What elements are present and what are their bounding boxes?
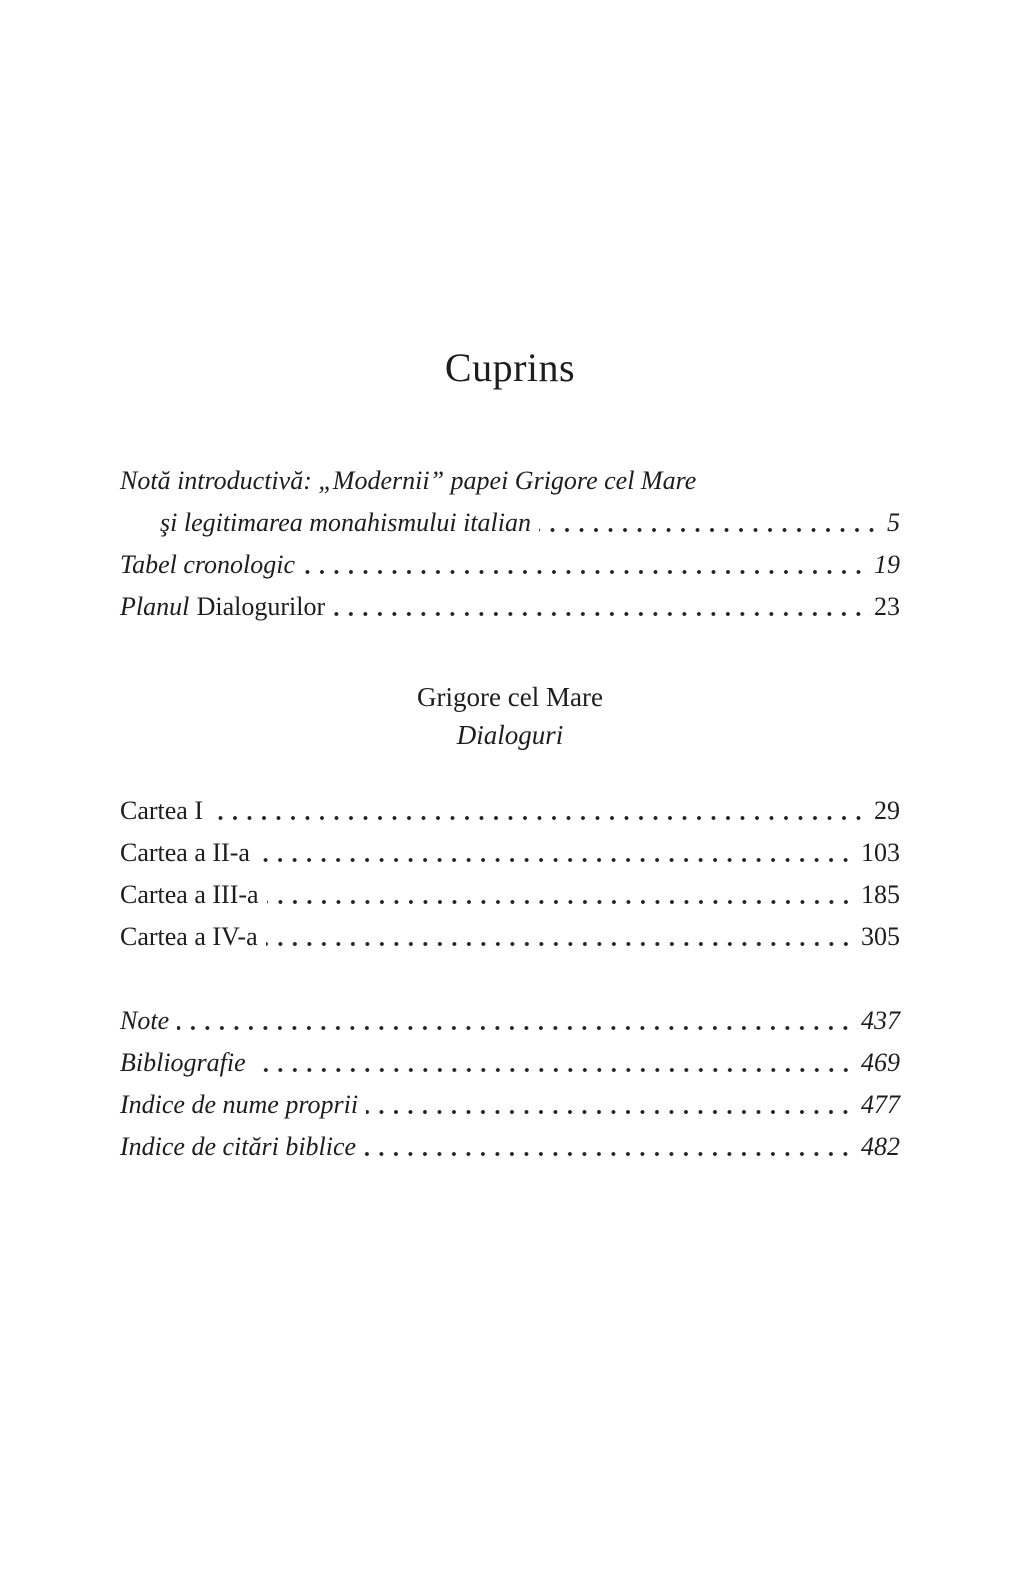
toc-entry-label: Cartea a III-a bbox=[120, 880, 259, 909]
toc-entry-page: 29 bbox=[874, 796, 900, 825]
toc-entry-label: Cartea a IV-a bbox=[120, 922, 258, 951]
toc-entry-label: Indice de nume proprii bbox=[120, 1090, 359, 1119]
dot-leader bbox=[333, 586, 871, 628]
toc-entry-back bbox=[120, 1000, 900, 1042]
toc-entry-back bbox=[120, 1042, 900, 1084]
toc-entry-book bbox=[120, 916, 900, 958]
toc-entry-back bbox=[120, 1084, 900, 1126]
toc-entry-book bbox=[120, 832, 900, 874]
toc-content bbox=[0, 345, 1024, 1168]
toc-entry-page: 477 bbox=[861, 1090, 900, 1119]
toc-entry-label-italic: Planul bbox=[120, 592, 190, 621]
back-matter-section bbox=[120, 1000, 900, 1168]
dot-leader bbox=[303, 544, 871, 586]
toc-entry-label: Cartea a II-a bbox=[120, 838, 250, 867]
toc-entry-label-roman: Dialogurilor bbox=[196, 592, 326, 621]
dot-leader bbox=[177, 1000, 858, 1042]
dot-leader bbox=[539, 502, 884, 544]
dot-leader bbox=[366, 1084, 858, 1126]
toc-entry-label bbox=[120, 586, 325, 628]
toc-entry-tabel bbox=[120, 544, 900, 586]
toc-entry-page: 19 bbox=[874, 550, 900, 579]
section-work-title: Dialoguri bbox=[456, 720, 564, 750]
books-section bbox=[120, 790, 900, 958]
toc-entry-label: şi legitimarea monahismului italian bbox=[160, 508, 531, 537]
toc-entry-page: 305 bbox=[861, 922, 900, 951]
dot-leader bbox=[266, 916, 858, 958]
toc-entry-page: 103 bbox=[861, 838, 900, 867]
toc-entry-nota-line2 bbox=[120, 502, 900, 544]
toc-entry-page: 482 bbox=[861, 1132, 900, 1161]
dot-leader bbox=[267, 874, 858, 916]
dot-leader bbox=[364, 1126, 858, 1168]
toc-entry-label: Tabel cronologic bbox=[120, 550, 296, 579]
toc-entry-page: 185 bbox=[861, 880, 900, 909]
toc-entry-label: Cartea I bbox=[120, 796, 204, 825]
page-title: Cuprins bbox=[444, 345, 576, 390]
toc-entry-nota-line1: Notă introductivă: „Modernii” papei Grigore cel Mare bbox=[120, 466, 697, 495]
toc-entry-label: Bibliografie bbox=[120, 1048, 246, 1077]
toc-entry-page: 437 bbox=[861, 1006, 900, 1035]
section-author: Grigore cel Mare bbox=[417, 682, 603, 712]
toc-entry-back bbox=[120, 1126, 900, 1168]
toc-entry-book bbox=[120, 790, 900, 832]
toc-entry-planul bbox=[120, 586, 900, 628]
section-heading bbox=[120, 678, 900, 754]
dot-leader bbox=[254, 1042, 858, 1084]
toc-entry-page: 5 bbox=[887, 508, 900, 537]
toc-entry-label: Indice de citări biblice bbox=[120, 1132, 357, 1161]
toc-entry-label: Note bbox=[120, 1006, 170, 1035]
dot-leader bbox=[258, 832, 858, 874]
toc-entry-page: 469 bbox=[861, 1048, 900, 1077]
toc-entry-page: 23 bbox=[874, 592, 900, 621]
toc-entry-book bbox=[120, 874, 900, 916]
front-matter-section bbox=[120, 460, 900, 628]
dot-leader bbox=[211, 790, 871, 832]
